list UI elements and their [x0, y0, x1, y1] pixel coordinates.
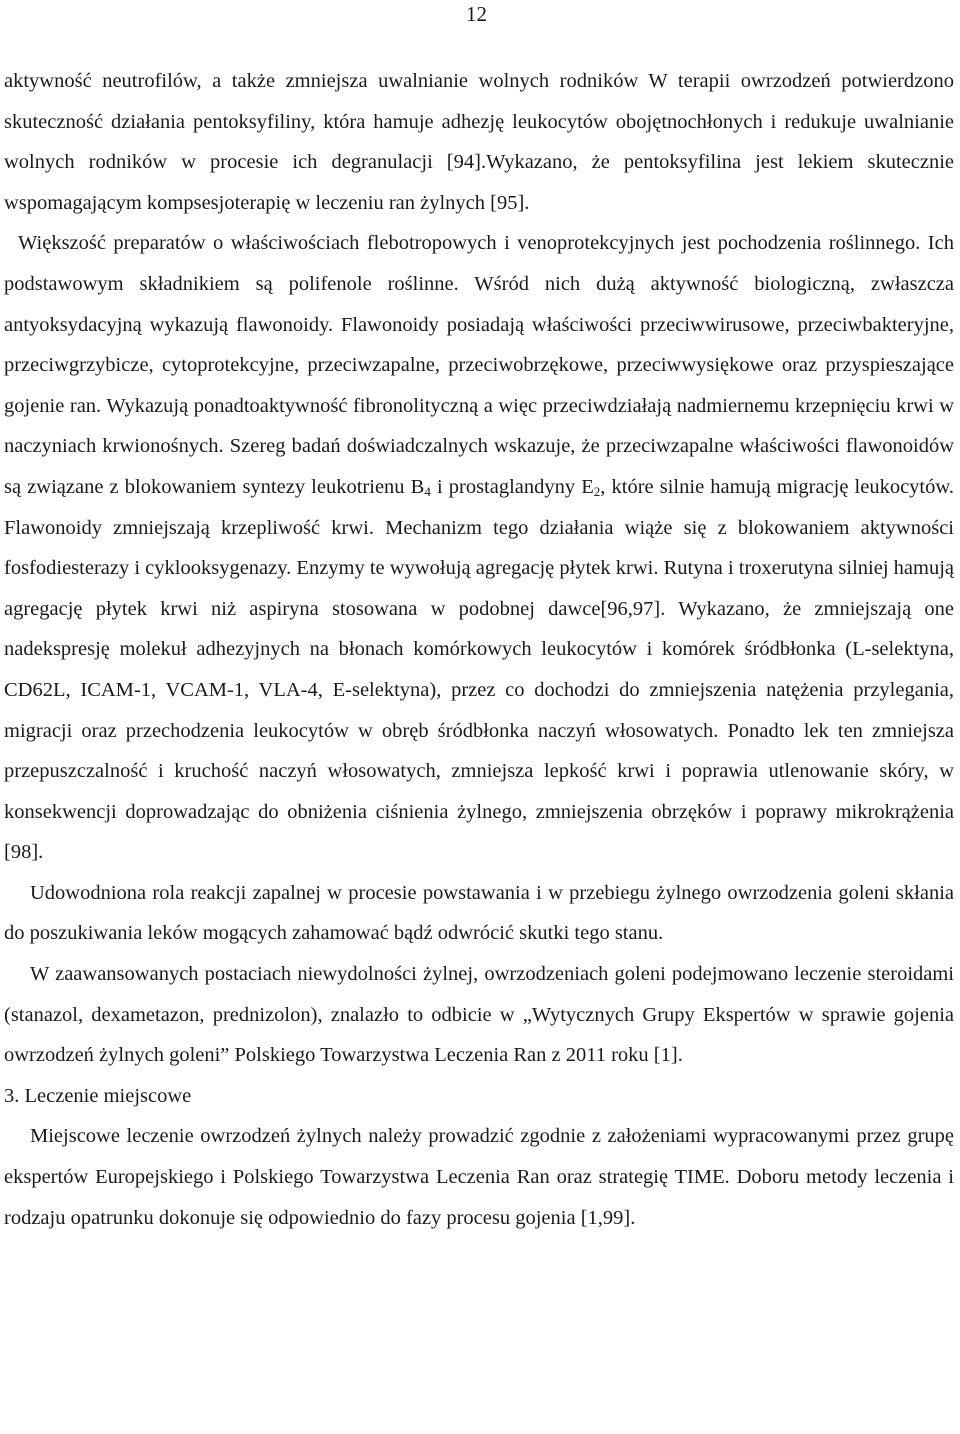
subscript-b4: 4 [424, 483, 431, 499]
document-body [4, 61, 954, 1238]
paragraph-flavonoids-text-3: , które silnie hamują migrację leukocytów. Flawonoidy zmniejszają krzepliwość krwi. Mechanizm tego działania wiąże się z blokowaniem aktywności fosfodiesterazy i cyklooksygenazy. Enzymy te wywołują agregację płytek krwi. Rutyna i troxerutyna silniej hamują agregację płytek krwi niż aspiryna stosowana w podobnej dawce[96,97]. Wykazano, że zmniejszają one nadekspresję molekuł adhezyjnych na błonach komórkowych leukocytów i komórek śródbłonka (L-selektyna, CD62L, ICAM-1, VCAM-1, VLA-4, E-selektyna), przez co dochodzi do zmniejszenia natężenia przylegania, migracji oraz przechodzenia leukocytów w obręb śródbłonka naczyń włosowatych. Ponadto lek ten zmniejsza przepuszczalność i kruchość naczyń włosowatych, zmniejsza lepkość krwi i poprawia utlenowanie skóry, w konsekwencji doprowadzając do obniżenia ciśnienia żylnego, zmniejszenia obrzęków i poprawy mikrokrążenia [98]. [4, 475, 954, 864]
subscript-e2: 2 [593, 483, 601, 499]
paragraph-steroids: W zaawansowanych postaciach niewydolności żylnej, owrzodzeniach goleni podejmowano leczenie steroidami (stanazol, dexametazon, prednizolon), znalazło to odbicie w „Wytycznych Grupy Ekspertów w sprawie gojenia owrzodzeń żylnych goleni” Polskiego Towarzystwa Leczenia Ran z 2011 roku [1]. [4, 963, 954, 1067]
paragraph-pentoxifylline: aktywność neutrofilów, a także zmniejsza uwalnianie wolnych rodników W terapii owrzodzeń potwierdzono skuteczność działania pentoksyfiliny, która hamuje adhezję leukocytów obojętnochłonych i redukuje uwalnianie wolnych rodników w procesie ich degranulacji [94].Wykazano, że pentoksyfilina jest lekiem skutecznie wspomagającym kompsesjoterapię w leczeniu ran żylnych [95]. [4, 70, 954, 214]
paragraph-flavonoids-text-1: Większość preparatów o właściwościach flebotropowych i venoprotekcyjnych jest pochodzenia roślinnego. Ich podstawowym składnikiem są polifenole roślinne. Wśród nich dużą aktywność biologiczną, zwłaszcza antyoksydacyjną wykazują flawonoidy. Flawonoidy posiadają właściwości przeciwwirusowe, przeciwbakteryjne, przeciwgrzybicze, cytoprotekcyjne, przeciwzapalne, przeciwobrzękowe, przeciwwysiękowe oraz przyspieszające gojenie ran. Wykazują ponadtoaktywność fibronolityczną a więc przeciwdziałają nadmiernemu krzepnięciu krwi w naczyniach krwionośnych. Szereg badań doświadczalnych wskazuje, że przeciwzapalne właściwości flawonoidów są związane z blokowaniem syntezy leukotrienu B [4, 232, 954, 498]
section-heading: 3. Leczenie miejscowe [4, 1084, 192, 1107]
page-number: 12 [466, 2, 487, 26]
paragraph-flavonoids [4, 223, 954, 873]
paragraph-local-treatment: Miejscowe leczenie owrzodzeń żylnych należy prowadzić zgodnie z założeniami wypracowanymi przez grupę ekspertów Europejskiego i Polskiego Towarzystwa Leczenia Ran oraz strategię TIME. Doboru metody leczenia i rodzaju opatrunku dokonuje się odpowiednio do fazy procesu gojenia [1,99]. [4, 1125, 954, 1229]
paragraph-inflammation: Udowodniona rola reakcji zapalnej w procesie powstawania i w przebiegu żylnego owrzodzenia goleni skłania do poszukiwania leków mogących zahamować bądź odwrócić skutki tego stanu. [4, 881, 954, 945]
paragraph-flavonoids-text-2: i prostaglandyny E [430, 475, 594, 498]
